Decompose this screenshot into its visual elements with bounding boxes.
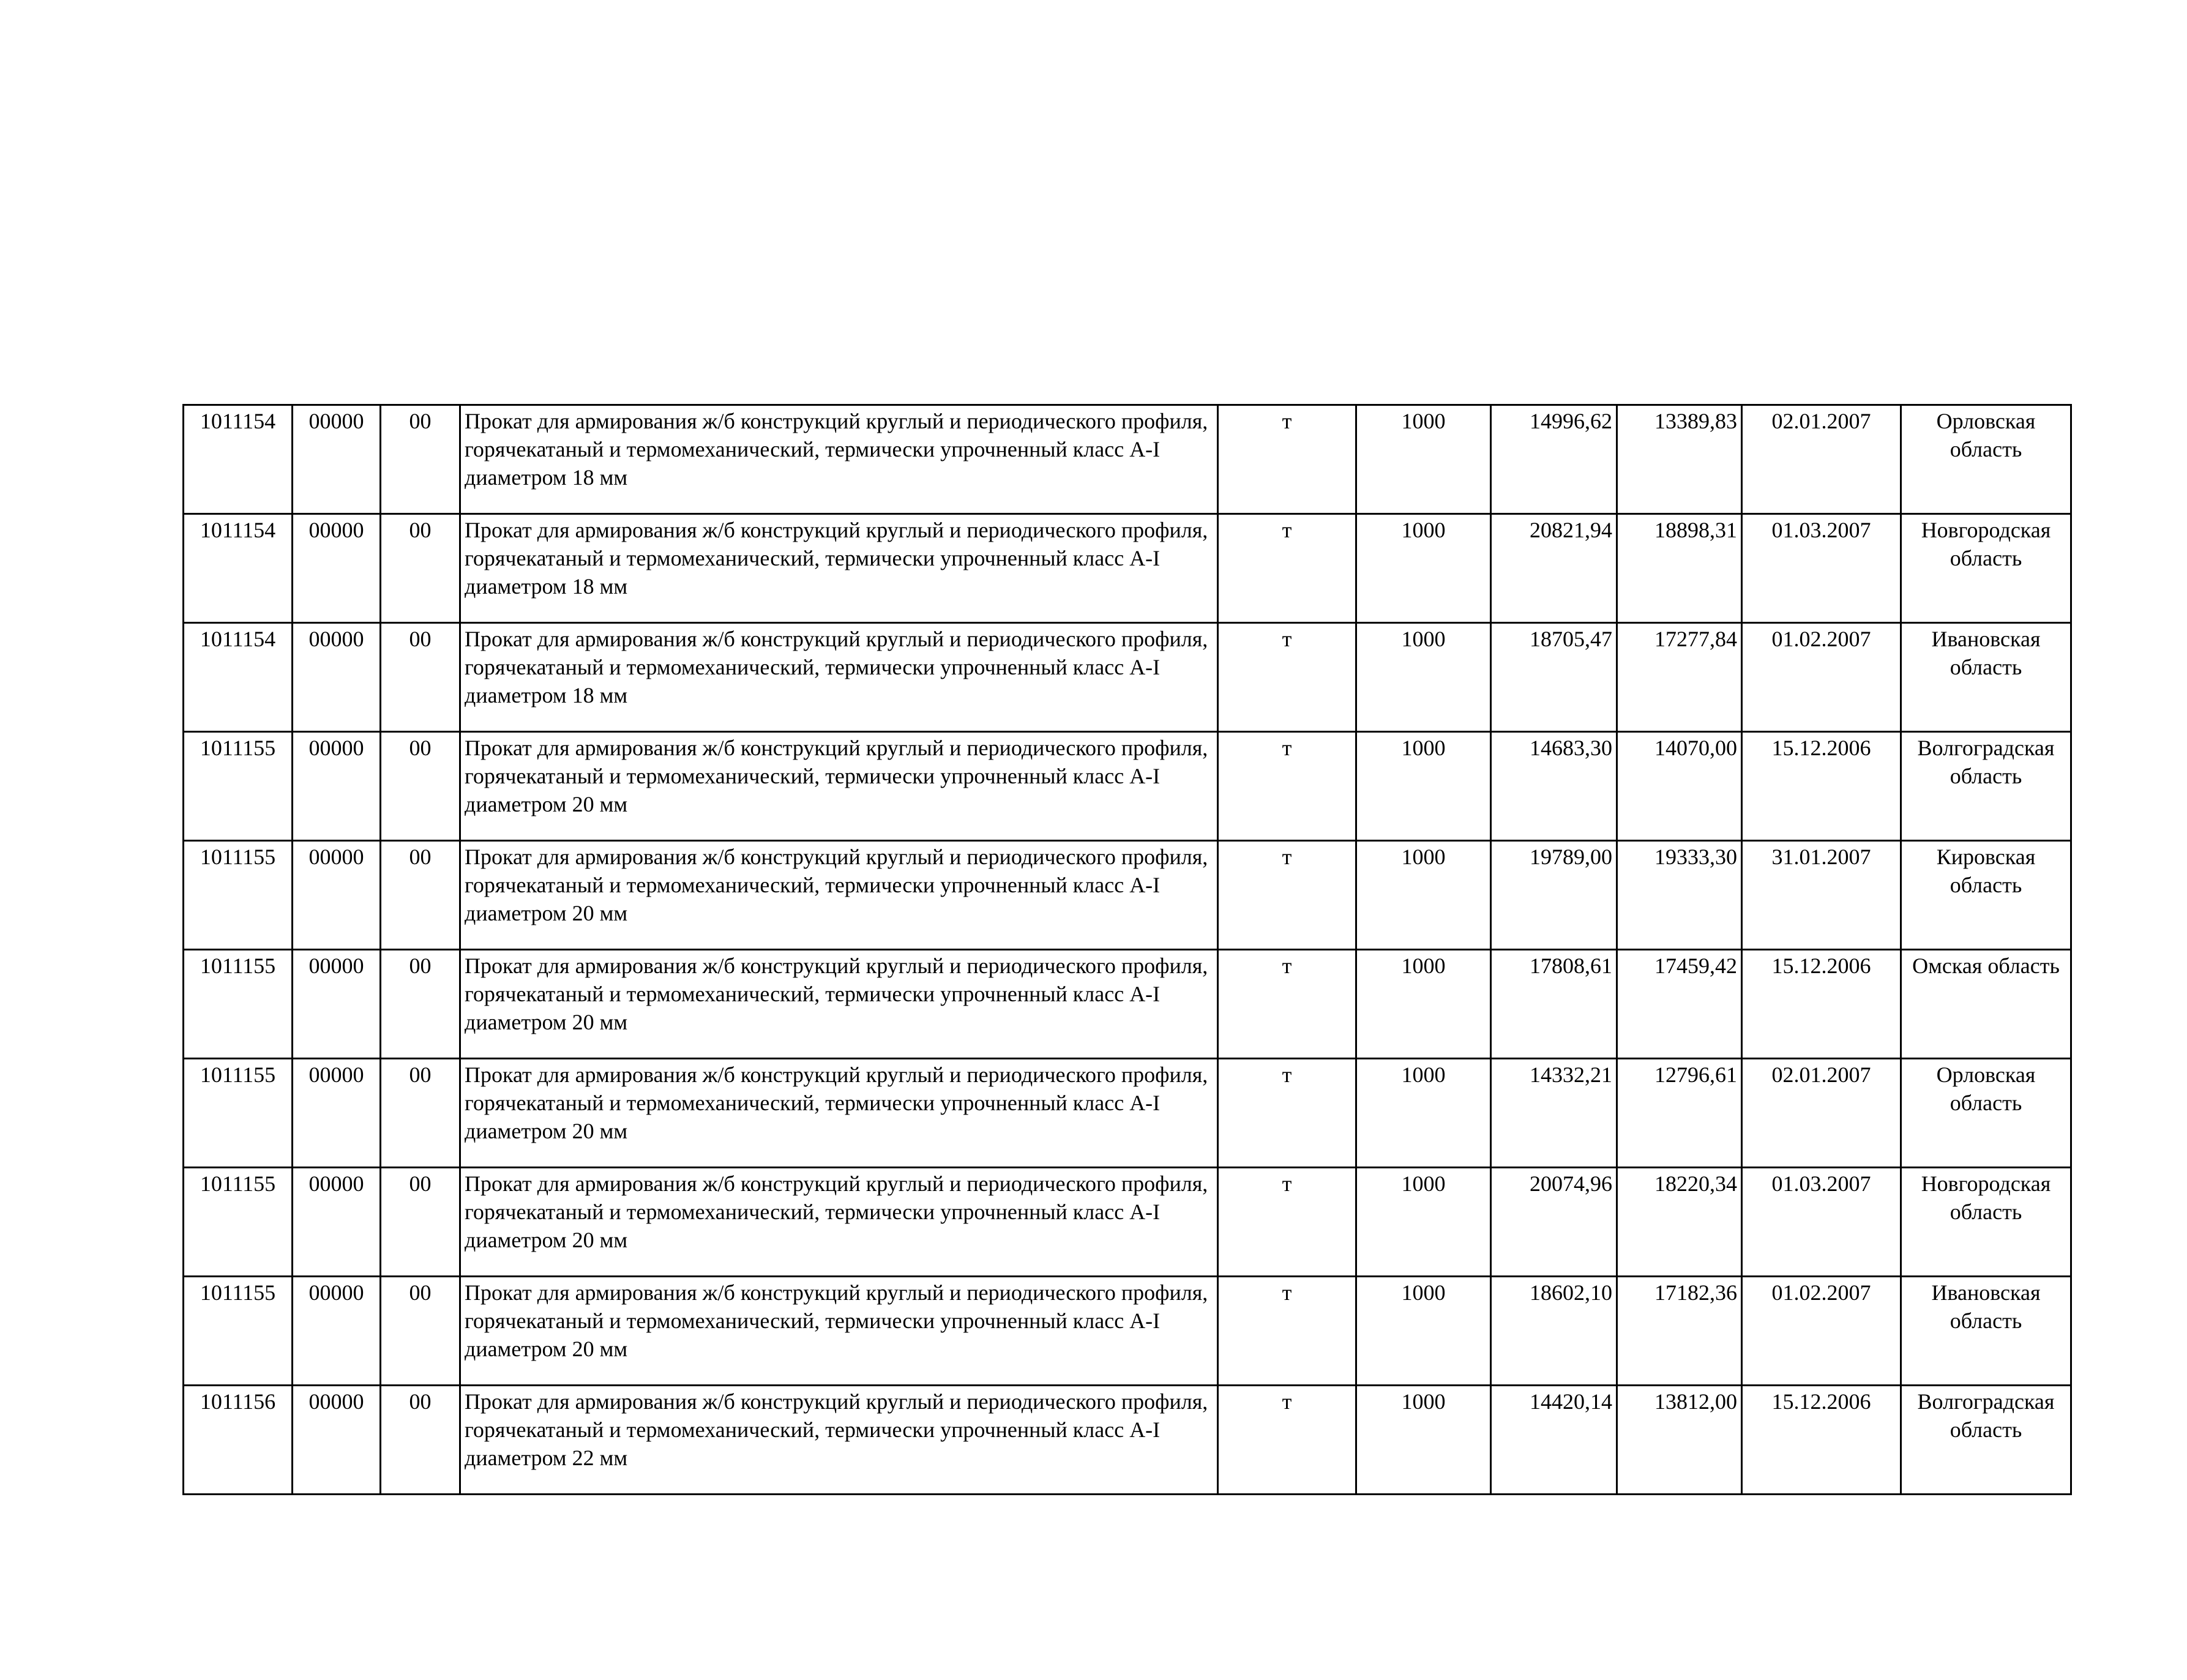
resource-code-cell: 1011154	[184, 514, 293, 623]
quantity-cell: 1000	[1356, 623, 1491, 732]
description-cell: Прокат для армирования ж/б конструкций круглый и периодического профиля, горячекатаный и термомеханический, термически упрочненный класс А-I диаметром 18 мм	[460, 623, 1218, 732]
table-row	[184, 1386, 2071, 1495]
quantity-cell: 1000	[1356, 1386, 1491, 1495]
unit-cell: т	[1218, 623, 1356, 732]
price-without-vat-cell: 14070,00	[1617, 732, 1742, 841]
date-cell: 15.12.2006	[1742, 732, 1901, 841]
unit-cell: т	[1218, 1386, 1356, 1495]
table-row	[184, 732, 2071, 841]
price-without-vat-cell: 12796,61	[1617, 1059, 1742, 1168]
date-cell: 01.03.2007	[1742, 514, 1901, 623]
quantity-cell: 1000	[1356, 841, 1491, 950]
sub-code-cell: 00000	[293, 514, 381, 623]
unit-cell: т	[1218, 405, 1356, 514]
price-with-vat-cell: 14332,21	[1491, 1059, 1617, 1168]
region-cell: Новгородская область	[1901, 514, 2071, 623]
date-cell: 02.01.2007	[1742, 1059, 1901, 1168]
quantity-cell: 1000	[1356, 405, 1491, 514]
sub-code-cell: 00000	[293, 732, 381, 841]
flag-cell: 00	[381, 732, 460, 841]
resource-code-cell: 1011155	[184, 1059, 293, 1168]
unit-cell: т	[1218, 1277, 1356, 1386]
price-with-vat-cell: 14420,14	[1491, 1386, 1617, 1495]
price-without-vat-cell: 17182,36	[1617, 1277, 1742, 1386]
unit-cell: т	[1218, 1059, 1356, 1168]
sub-code-cell: 00000	[293, 950, 381, 1059]
date-cell: 31.01.2007	[1742, 841, 1901, 950]
quantity-cell: 1000	[1356, 732, 1491, 841]
price-with-vat-cell: 19789,00	[1491, 841, 1617, 950]
price-with-vat-cell: 14996,62	[1491, 405, 1617, 514]
sub-code-cell: 00000	[293, 623, 381, 732]
flag-cell: 00	[381, 1277, 460, 1386]
resource-code-cell: 1011154	[184, 623, 293, 732]
table-row	[184, 514, 2071, 623]
sub-code-cell: 00000	[293, 1059, 381, 1168]
table-row	[184, 1277, 2071, 1386]
flag-cell: 00	[381, 1386, 460, 1495]
date-cell: 01.02.2007	[1742, 1277, 1901, 1386]
region-cell: Волгоградская область	[1901, 732, 2071, 841]
price-with-vat-cell: 17808,61	[1491, 950, 1617, 1059]
region-cell: Ивановская область	[1901, 623, 2071, 732]
date-cell: 01.03.2007	[1742, 1168, 1901, 1277]
price-without-vat-cell: 17277,84	[1617, 623, 1742, 732]
table-row	[184, 1059, 2071, 1168]
region-cell: Омская область	[1901, 950, 2071, 1059]
region-cell: Ивановская область	[1901, 1277, 2071, 1386]
price-without-vat-cell: 18220,34	[1617, 1168, 1742, 1277]
sub-code-cell: 00000	[293, 405, 381, 514]
description-cell: Прокат для армирования ж/б конструкций круглый и периодического профиля, горячекатаный и термомеханический, термически упрочненный класс А-I диаметром 20 мм	[460, 732, 1218, 841]
unit-cell: т	[1218, 841, 1356, 950]
unit-cell: т	[1218, 950, 1356, 1059]
quantity-cell: 1000	[1356, 950, 1491, 1059]
price-with-vat-cell: 20074,96	[1491, 1168, 1617, 1277]
description-cell: Прокат для армирования ж/б конструкций круглый и периодического профиля, горячекатаный и термомеханический, термически упрочненный класс А-I диаметром 20 мм	[460, 1059, 1218, 1168]
unit-cell: т	[1218, 514, 1356, 623]
quantity-cell: 1000	[1356, 1277, 1491, 1386]
description-cell: Прокат для армирования ж/б конструкций круглый и периодического профиля, горячекатаный и термомеханический, термически упрочненный класс А-I диаметром 18 мм	[460, 514, 1218, 623]
price-with-vat-cell: 18602,10	[1491, 1277, 1617, 1386]
quantity-cell: 1000	[1356, 1168, 1491, 1277]
flag-cell: 00	[381, 1168, 460, 1277]
flag-cell: 00	[381, 623, 460, 732]
quantity-cell: 1000	[1356, 1059, 1491, 1168]
description-cell: Прокат для армирования ж/б конструкций круглый и периодического профиля, горячекатаный и термомеханический, термически упрочненный класс А-I диаметром 20 мм	[460, 950, 1218, 1059]
price-without-vat-cell: 13812,00	[1617, 1386, 1742, 1495]
resource-code-cell: 1011156	[184, 1386, 293, 1495]
description-cell: Прокат для армирования ж/б конструкций круглый и периодического профиля, горячекатаный и термомеханический, термически упрочненный класс А-I диаметром 20 мм	[460, 1277, 1218, 1386]
resource-code-cell: 1011155	[184, 950, 293, 1059]
table-row	[184, 623, 2071, 732]
flag-cell: 00	[381, 841, 460, 950]
date-cell: 01.02.2007	[1742, 623, 1901, 732]
price-without-vat-cell: 18898,31	[1617, 514, 1742, 623]
region-cell: Орловская область	[1901, 1059, 2071, 1168]
table-row	[184, 950, 2071, 1059]
price-without-vat-cell: 13389,83	[1617, 405, 1742, 514]
description-cell: Прокат для армирования ж/б конструкций круглый и периодического профиля, горячекатаный и термомеханический, термически упрочненный класс А-I диаметром 20 мм	[460, 841, 1218, 950]
sub-code-cell: 00000	[293, 1277, 381, 1386]
price-with-vat-cell: 14683,30	[1491, 732, 1617, 841]
flag-cell: 00	[381, 1059, 460, 1168]
region-cell: Новгородская область	[1901, 1168, 2071, 1277]
resource-code-cell: 1011155	[184, 732, 293, 841]
price-table	[182, 404, 2072, 1495]
description-cell: Прокат для армирования ж/б конструкций круглый и периодического профиля, горячекатаный и термомеханический, термически упрочненный класс А-I диаметром 22 мм	[460, 1386, 1218, 1495]
date-cell: 15.12.2006	[1742, 1386, 1901, 1495]
date-cell: 15.12.2006	[1742, 950, 1901, 1059]
price-without-vat-cell: 17459,42	[1617, 950, 1742, 1059]
unit-cell: т	[1218, 732, 1356, 841]
price-with-vat-cell: 20821,94	[1491, 514, 1617, 623]
flag-cell: 00	[381, 405, 460, 514]
description-cell: Прокат для армирования ж/б конструкций круглый и периодического профиля, горячекатаный и термомеханический, термически упрочненный класс А-I диаметром 20 мм	[460, 1168, 1218, 1277]
region-cell: Орловская область	[1901, 405, 2071, 514]
resource-code-cell: 1011155	[184, 1277, 293, 1386]
unit-cell: т	[1218, 1168, 1356, 1277]
sub-code-cell: 00000	[293, 841, 381, 950]
region-cell: Волгоградская область	[1901, 1386, 2071, 1495]
flag-cell: 00	[381, 514, 460, 623]
table-row	[184, 841, 2071, 950]
table-body	[184, 405, 2071, 1495]
price-with-vat-cell: 18705,47	[1491, 623, 1617, 732]
table-row	[184, 405, 2071, 514]
flag-cell: 00	[381, 950, 460, 1059]
resource-code-cell: 1011154	[184, 405, 293, 514]
sub-code-cell: 00000	[293, 1168, 381, 1277]
description-cell: Прокат для армирования ж/б конструкций круглый и периодического профиля, горячекатаный и термомеханический, термически упрочненный класс А-I диаметром 18 мм	[460, 405, 1218, 514]
table-row	[184, 1168, 2071, 1277]
date-cell: 02.01.2007	[1742, 405, 1901, 514]
resource-code-cell: 1011155	[184, 1168, 293, 1277]
quantity-cell: 1000	[1356, 514, 1491, 623]
resource-code-cell: 1011155	[184, 841, 293, 950]
price-without-vat-cell: 19333,30	[1617, 841, 1742, 950]
region-cell: Кировская область	[1901, 841, 2071, 950]
sub-code-cell: 00000	[293, 1386, 381, 1495]
